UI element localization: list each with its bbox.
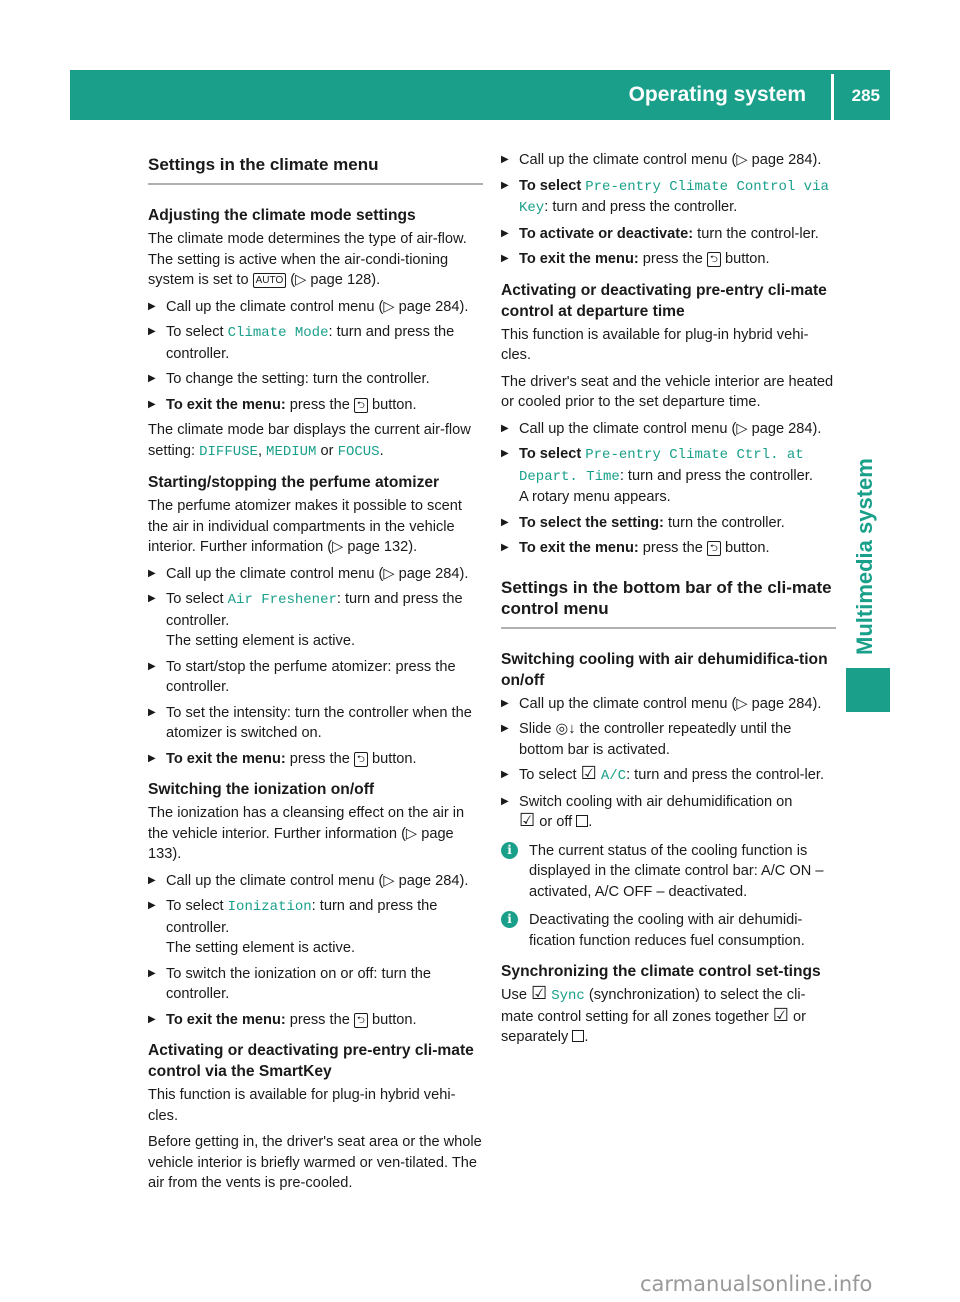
step: ▶ Call up the climate control menu (▷ page 284). [501,694,836,715]
step: ▶ Call up the climate control menu (▷ page 284). [148,871,483,892]
step: ▶ To select Pre-entry Climate Ctrl. at Depart. Time: turn and press the controller. A rotary menu appears. [501,444,836,508]
menu-item-ac: A/C [600,768,627,784]
paragraph: The driver's seat and the vehicle interior are heated or cooled prior to the set departure time. [501,373,834,410]
paragraph: Before getting in, the driver's seat area or the whole vehicle interior is briefly warmed or ven-tilated. The air from the vents is pre-cooled. [148,1134,482,1191]
section-title-bottom-bar: Settings in the bottom bar of the cli-mate control menu [501,573,836,629]
menu-item-sync: Sync [551,988,585,1004]
auto-button-icon: AUTO [253,273,287,288]
watermark: carmanualsonline.info [640,1272,873,1296]
step: ▶ Slide ◎↓ the controller repeatedly until the bottom bar is activated. [501,719,836,760]
step: ▶ Call up the climate control menu (▷ page 284). [148,564,483,585]
paragraph: The climate mode determines the type of air-flow. The setting is active when the air-condi-tioning system is set to AUTO (▷ page 128). [148,231,467,288]
back-button-icon: ⮌ [707,252,721,267]
heading-ionization: Switching the ionization on/off [148,781,375,798]
info-note: i The current status of the cooling function is displayed in the climate control bar: A/C ON – activated, A/C OFF – deactivated. [501,841,836,903]
menu-item-air-freshener: Air Freshener [227,592,337,608]
heading-climate-mode: Adjusting the climate mode settings [148,207,416,224]
heading-pre-entry-departure: Activating or deactivating pre-entry cli-mate control at departure time [501,281,827,320]
step: ▶ To switch the ionization on or off: turn the controller. [148,964,483,1005]
step: ▶ To select Climate Mode: turn and press the controller. [148,322,483,364]
step: ▶ To select the setting: turn the controller. [501,513,836,534]
step: ▶ To exit the menu: press the ⮌ button. [501,249,836,270]
heading-perfume-atomizer: Starting/stopping the perfume atomizer [148,474,440,491]
step: ▶ To exit the menu: press the ⮌ button. [148,1010,483,1031]
header-divider [831,74,834,120]
chapter-title: Operating system [628,83,806,106]
step: ▶ Call up the climate control menu (▷ page 284). [501,419,836,440]
info-icon: i [501,842,518,859]
back-button-icon: ⮌ [354,1013,368,1028]
section-title-climate-menu: Settings in the climate menu [148,150,483,185]
paragraph: Use ☑ Sync (synchronization) to select the cli-mate control setting for all zones together ☑ or separately . [501,983,806,1045]
menu-item-climate-mode: Climate Mode [227,325,329,341]
side-tab-label: Multimedia system [852,458,877,655]
checkbox-checked-icon: ☑ [531,983,548,1003]
checkbox-empty-icon [572,1030,584,1042]
menu-item-pre-entry-departure: Pre-entry Climate Ctrl. at Depart. Time [519,447,804,485]
menu-item-pre-entry-via-key: Pre-entry Climate Control via Key [519,178,829,216]
back-button-icon: ⮌ [354,398,368,413]
paragraph: The ionization has a cleansing effect on the air in the vehicle interior. Further information (▷ page 133). [148,805,465,862]
step: ▶ To exit the menu: press the ⮌ button. [148,749,483,770]
back-button-icon: ⮌ [707,541,721,556]
controller-slide-icon: ◎↓ [555,721,576,737]
paragraph: The perfume atomizer makes it possible to scent the air in individual compartments in the vehicle interior. Further information (▷ page 132). [148,498,462,555]
heading-pre-entry-smartkey: Activating or deactivating pre-entry cli-mate control via the SmartKey [148,1042,474,1080]
back-button-icon: ⮌ [354,752,368,767]
step: ▶ To exit the menu: press the ⮌ button. [501,538,836,559]
paragraph: This function is available for plug-in hybrid vehi-cles. [148,1087,456,1124]
step: ▶ To select ☑ A/C: turn and press the control-ler. [501,765,836,787]
heading-cooling: Switching cooling with air dehumidifica-tion on/off [501,650,828,689]
step: ▶ Call up the climate control menu (▷ page 284). [148,297,483,318]
checkbox-empty-icon [576,815,588,827]
step: ▶ To exit the menu: press the ⮌ button. [148,395,483,416]
side-tab-marker [846,668,890,712]
step: ▶ To start/stop the perfume atomizer: press the controller. [148,657,483,698]
step: ▶ To select Pre-entry Climate Control via Key: turn and press the controller. [501,176,836,219]
step: ▶ To set the intensity: turn the controller when the atomizer is switched on. [148,703,483,744]
step: ▶ To select Air Freshener: turn and press the controller. The setting element is active. [148,589,483,652]
checkbox-checked-icon: ☑ [580,763,597,783]
step: ▶ Call up the climate control menu (▷ page 284). [501,150,836,171]
info-note: i Deactivating the cooling with air dehumidi-fication function reduces fuel consumption. [501,910,836,951]
heading-synchronizing: Synchronizing the climate control set-tings [501,963,821,980]
paragraph: The climate mode bar displays the current air-flow setting: DIFFUSE, MEDIUM or FOCUS. [148,422,471,460]
right-column [501,150,836,1054]
step: ▶ To activate or deactivate: turn the control-ler. [501,224,836,245]
paragraph: This function is available for plug-in hybrid vehi-cles. [501,326,809,363]
step: ▶ To change the setting: turn the controller. [148,369,483,390]
page-number: 285 [851,86,880,105]
left-column [148,150,483,1200]
header-bar [70,70,890,120]
menu-item-ionization: Ionization [227,899,312,915]
step: ▶ Switch cooling with air dehumidification on ☑ or off . [501,792,836,833]
step: ▶ To select Ionization: turn and press the controller. The setting element is active. [148,896,483,959]
checkbox-checked-icon: ☑ [519,810,536,830]
checkbox-checked-icon: ☑ [772,1004,789,1025]
info-icon: i [501,911,518,928]
